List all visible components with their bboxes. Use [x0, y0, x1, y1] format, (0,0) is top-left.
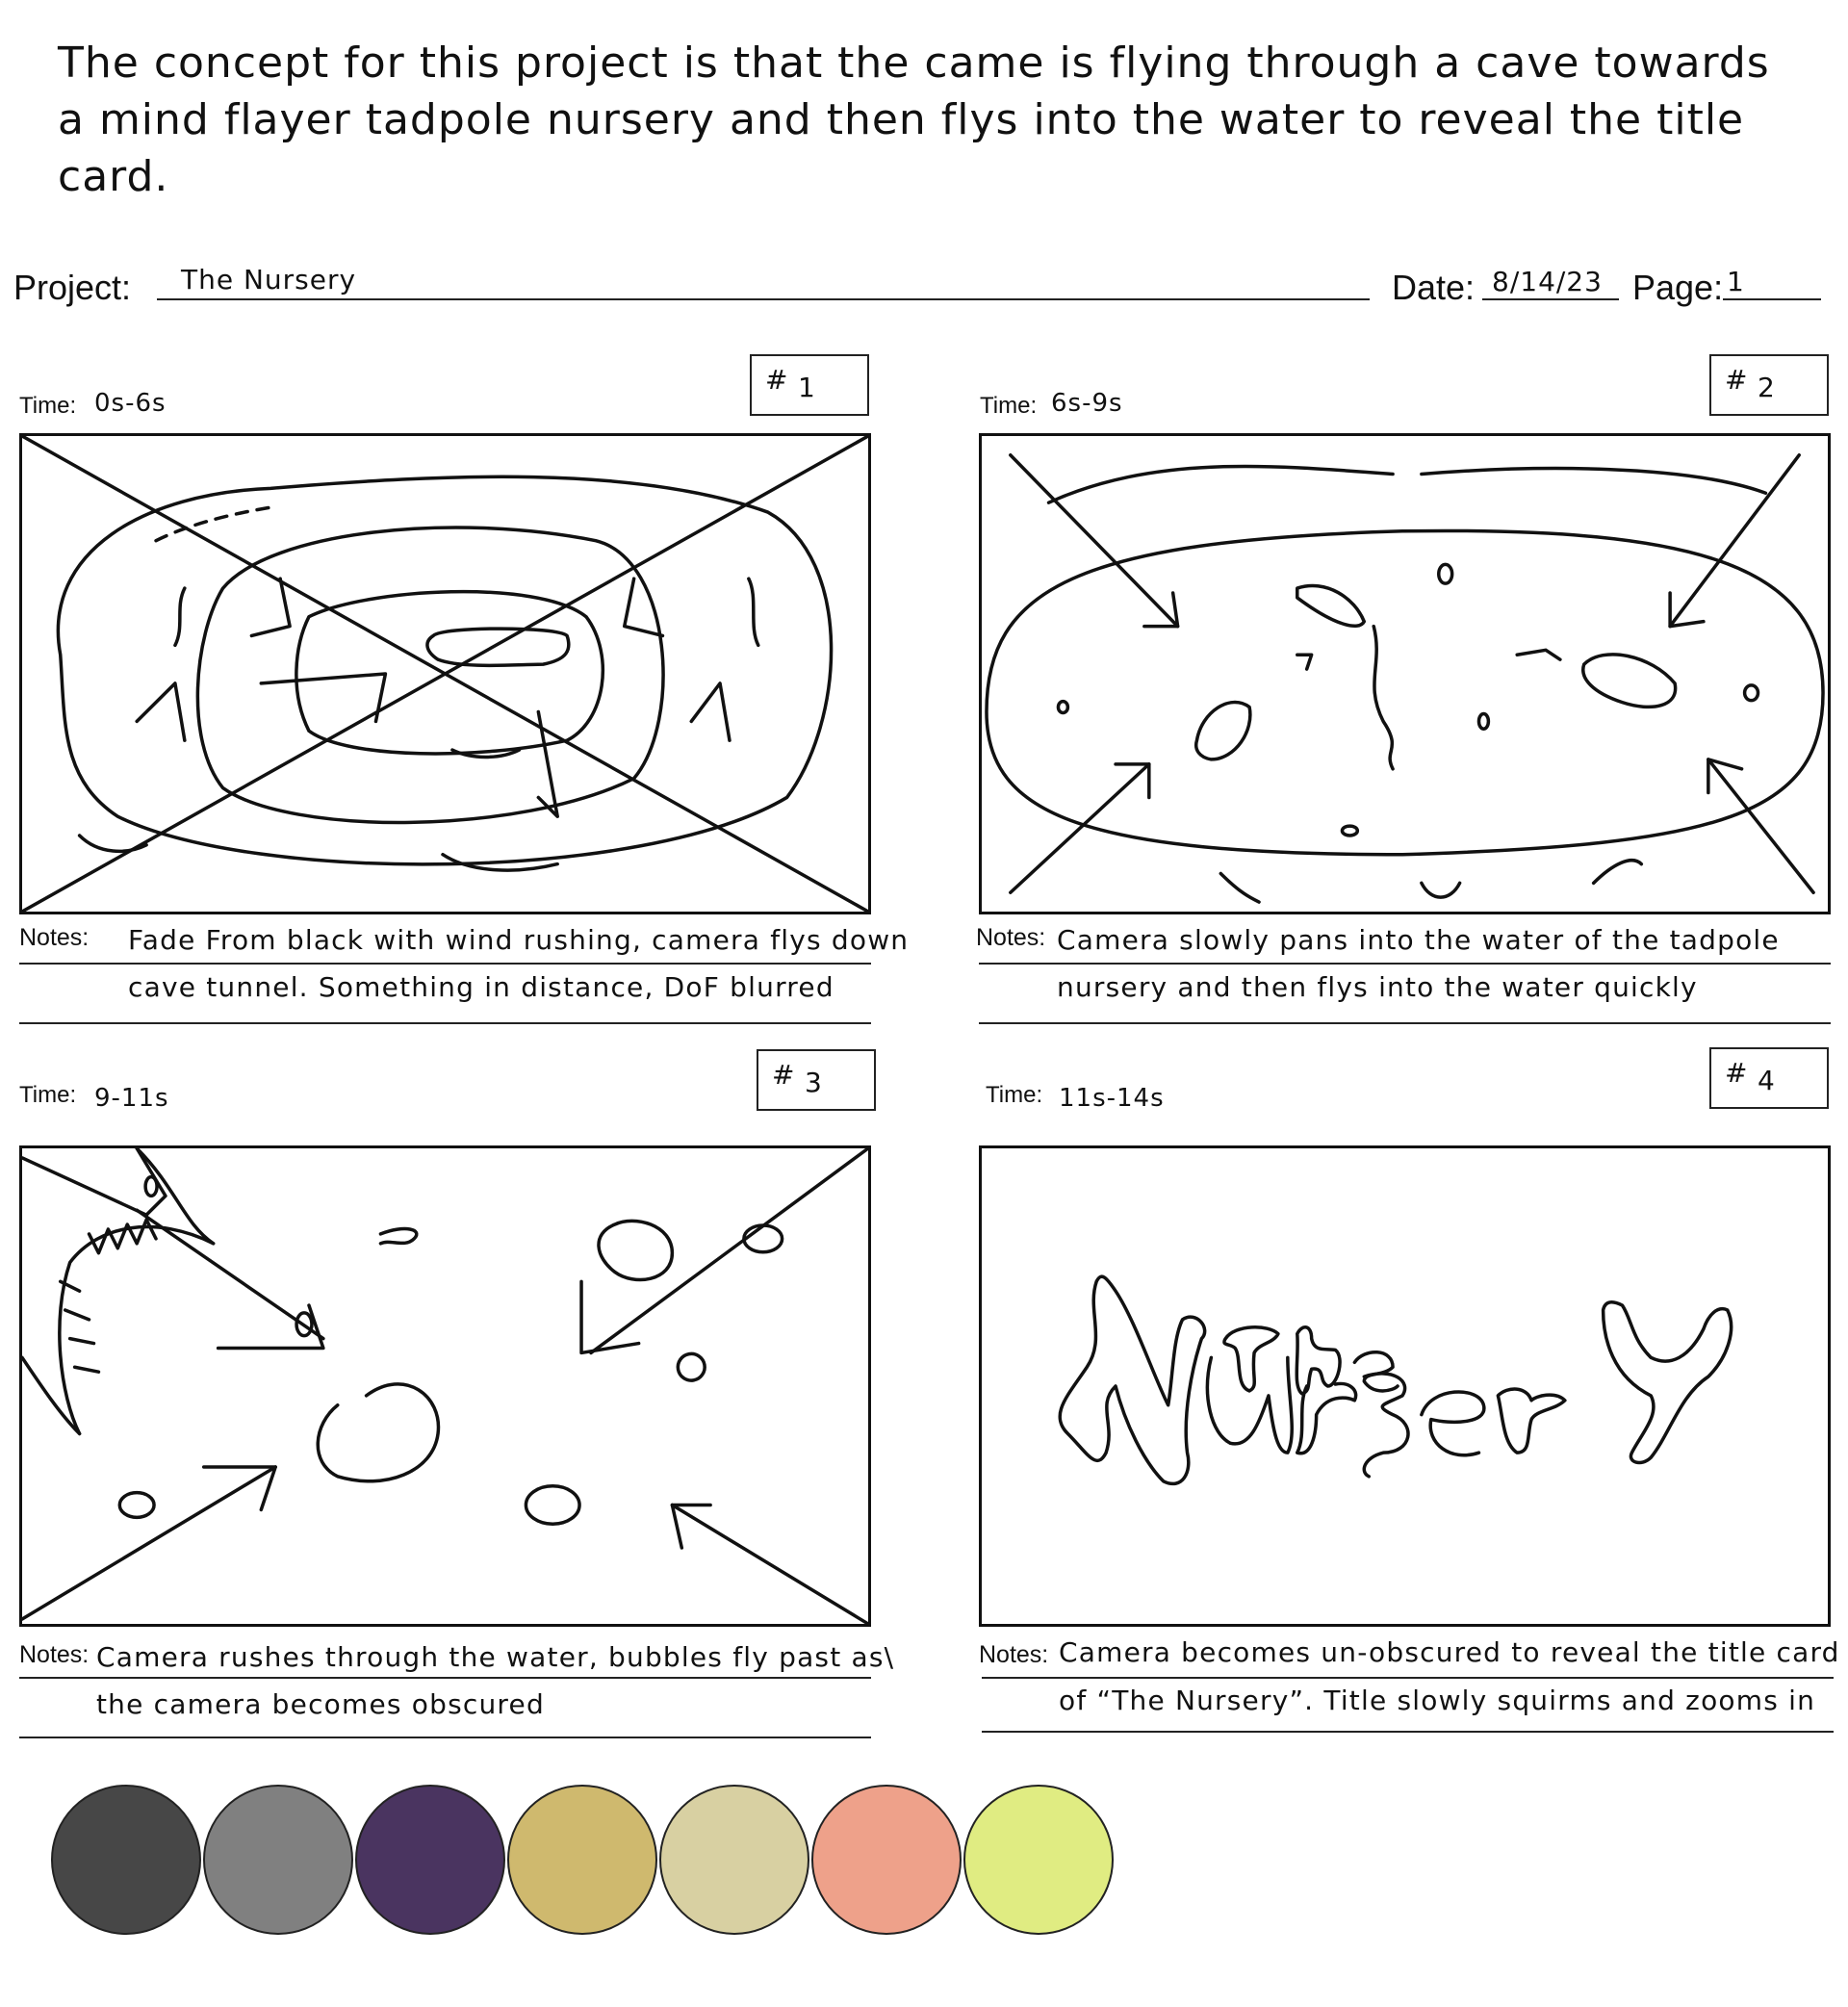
note-underline [19, 1737, 871, 1738]
panel-number-box [1709, 354, 1829, 416]
panel-number: 3 [805, 1067, 822, 1098]
time-label: Time: [980, 393, 1038, 419]
panel-number: 4 [1758, 1065, 1775, 1096]
note-text-line: nursery and then flys into the water quickly [1057, 971, 1698, 1003]
palette-swatch-5 [659, 1785, 809, 1935]
note-text-line: of “The Nursery”. Title slowly squirms and zooms in [1059, 1685, 1816, 1716]
hash-symbol: # [1725, 364, 1748, 396]
sketch-frame [19, 1145, 871, 1627]
date-underline [1482, 298, 1619, 300]
sketch-frame [979, 1145, 1831, 1627]
hash-symbol: # [765, 364, 788, 396]
panel-number-box [757, 1049, 876, 1111]
sketch-frame [19, 433, 871, 914]
time-value: 11s-14s [1059, 1084, 1165, 1113]
note-underline [979, 963, 1831, 965]
concept-description: The concept for this project is that the came is flying through a cave towards a mind flayer tadpole nursery and then flys into the water to reveal the title card. [58, 39, 1770, 201]
note-text-line: Fade From black with wind rushing, camera flys down [128, 924, 910, 956]
underwater-rush-sketch [22, 1148, 868, 1624]
panel-number: 1 [798, 372, 815, 403]
palette-swatch-6 [811, 1785, 962, 1935]
notes-label: Notes: [19, 1641, 90, 1668]
note-text-line: the camera becomes obscured [96, 1688, 545, 1720]
palette-swatch-4 [507, 1785, 657, 1935]
note-underline [19, 1677, 871, 1679]
title-card-sketch [982, 1148, 1828, 1624]
note-text-line: Camera slowly pans into the water of the tadpole [1057, 924, 1780, 956]
time-value: 9-11s [94, 1084, 169, 1113]
page-label: Page: [1632, 268, 1724, 307]
page-underline [1723, 298, 1821, 300]
time-value: 0s-6s [94, 389, 167, 418]
sketch-frame [979, 433, 1831, 914]
project-underline [157, 298, 1370, 300]
note-underline [982, 1677, 1834, 1679]
note-text-line: cave tunnel. Something in distance, DoF blurred [128, 971, 834, 1003]
palette-swatch-2 [203, 1785, 353, 1935]
note-underline [19, 1022, 871, 1024]
note-underline [19, 963, 871, 965]
cave-tunnel-sketch [22, 436, 868, 912]
date-value: 8/14/23 [1492, 266, 1603, 297]
note-text-line: Camera rushes through the water, bubbles fly past as\ [96, 1641, 895, 1673]
page-value: 1 [1727, 266, 1745, 297]
time-label: Time: [19, 1082, 77, 1108]
notes-label: Notes: [976, 924, 1046, 951]
panel-number-box [750, 354, 869, 416]
panel-number: 2 [1758, 372, 1775, 403]
panel-number-box [1709, 1047, 1829, 1109]
time-value: 6s-9s [1051, 389, 1123, 418]
hash-symbol: # [772, 1059, 795, 1091]
palette-swatch-3 [355, 1785, 505, 1935]
note-underline [979, 1022, 1831, 1024]
notes-label: Notes: [979, 1641, 1049, 1668]
hash-symbol: # [1725, 1057, 1748, 1089]
date-label: Date: [1392, 268, 1476, 307]
palette-swatch-7 [963, 1785, 1114, 1935]
time-label: Time: [986, 1082, 1043, 1108]
notes-label: Notes: [19, 924, 90, 951]
project-label: Project: [13, 268, 132, 307]
note-text-line: Camera becomes un-obscured to reveal the title card [1059, 1636, 1840, 1668]
project-value: The Nursery [181, 264, 357, 296]
time-label: Time: [19, 393, 77, 419]
tadpole-pool-sketch [982, 436, 1828, 912]
palette-swatch-1 [51, 1785, 201, 1935]
note-underline [982, 1731, 1834, 1733]
